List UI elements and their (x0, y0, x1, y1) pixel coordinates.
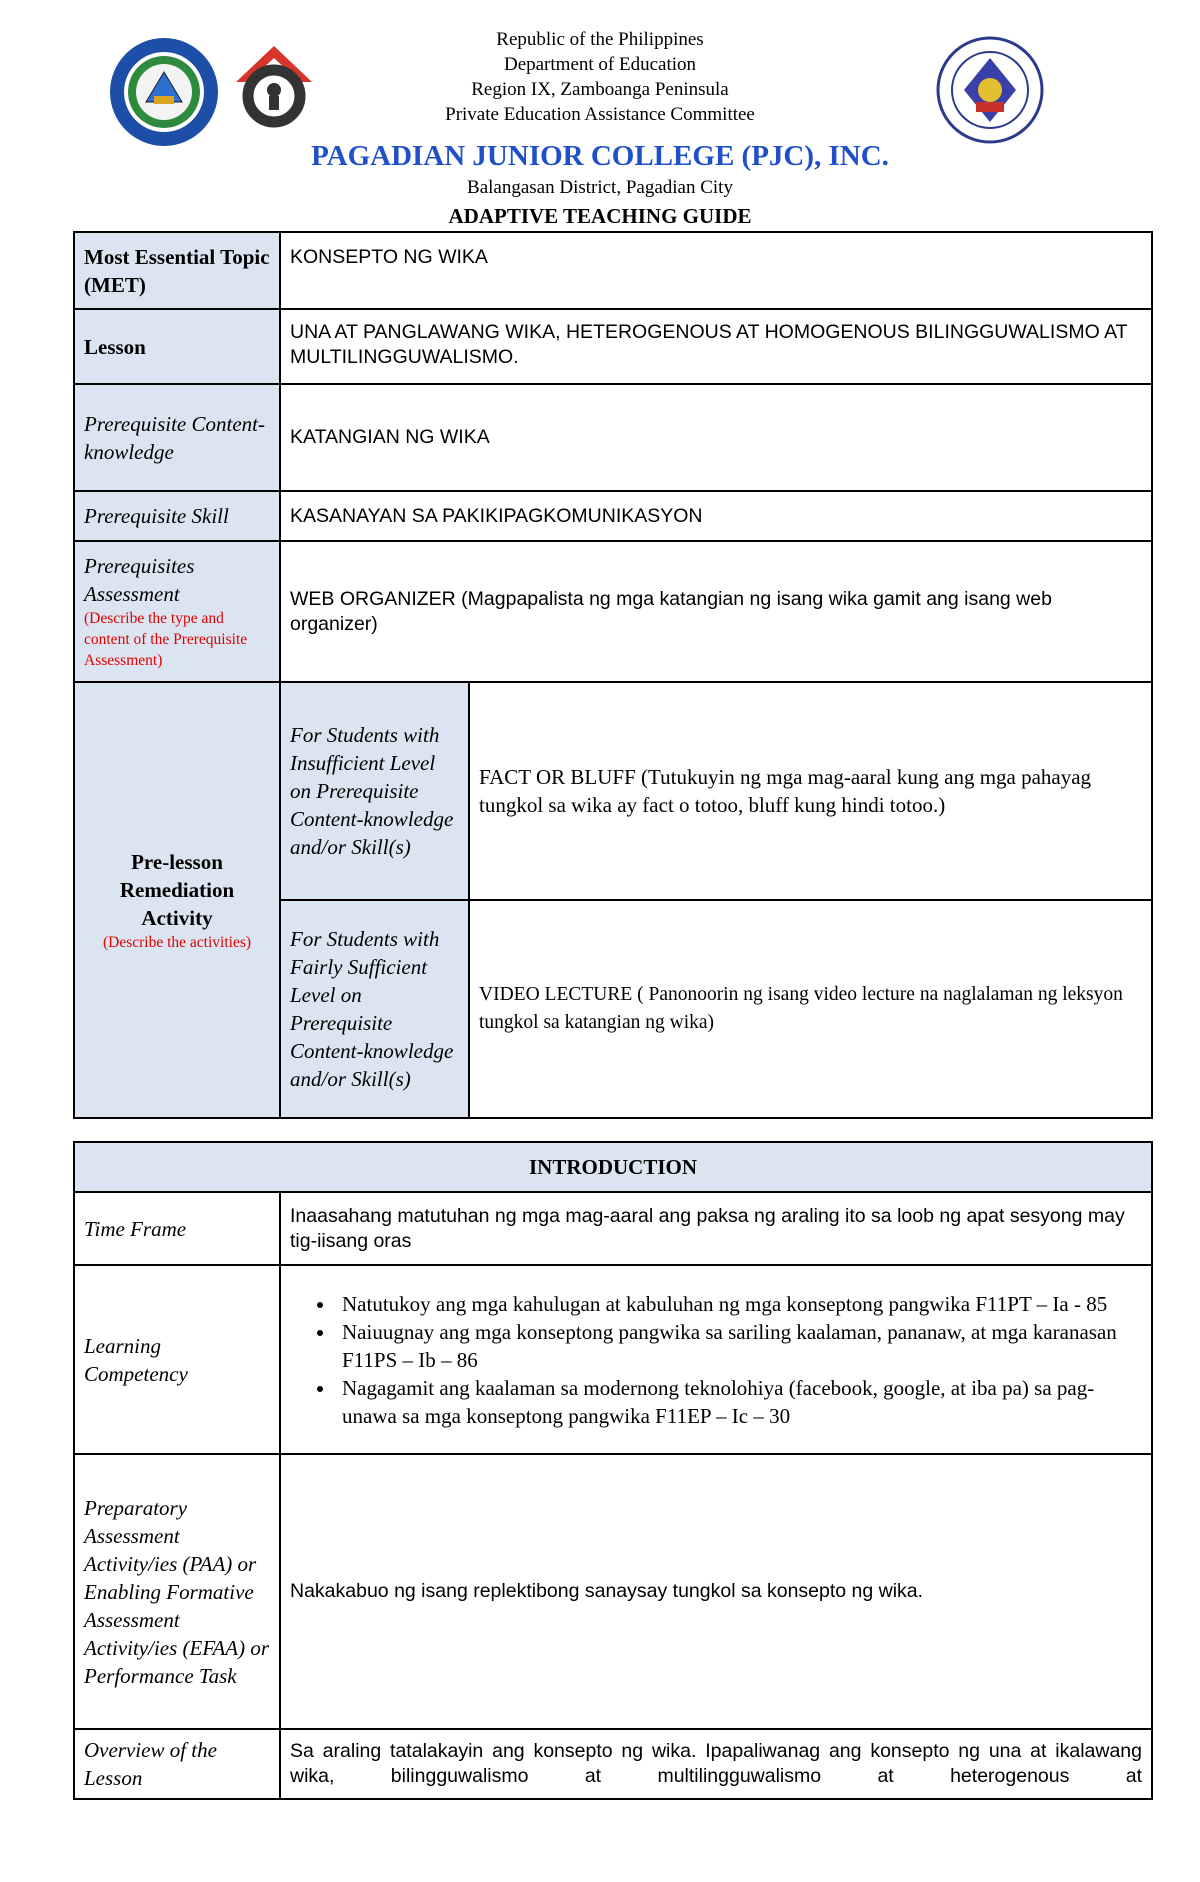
learning-competency-label: Learning Competency (74, 1265, 280, 1454)
table-row (74, 1265, 1152, 1454)
prereq-skill-label: Prerequisite Skill (74, 491, 280, 541)
fairly-sufficient-label: For Students with Fairly Sufficient Level on Prerequisite Content-knowledge and/or Skill(s) (280, 900, 469, 1118)
list-item: • Natutukoy ang mga kahulugan at kabuluhan ng mga konseptong pangwika F11PT – Ia - 85 (336, 1290, 1142, 1318)
met-label: Most Essential Topic (MET) (74, 232, 280, 309)
table-row (74, 541, 1152, 682)
table-row (74, 309, 1152, 384)
prereq-assessment-label: Prerequisites Assessment (84, 554, 195, 606)
table-row (74, 1454, 1152, 1729)
table-row (74, 1192, 1152, 1265)
document-header (0, 0, 1200, 236)
introduction-table (73, 1141, 1153, 1800)
prereq-skill-value: KASANAYAN SA PAKIKIPAGKOMUNIKASYON (280, 491, 1152, 541)
insufficient-level-value: FACT OR BLUFF (Tutukuyin ng mga mag-aaral kung ang mga pahayag tungkol sa wika ay fact o totoo, bluff kung hindi totoo.) (469, 682, 1152, 900)
school-district: Balangasan District, Pagadian City (467, 177, 733, 198)
list-item: • Nagagamit ang kaalaman sa modernong teknolohiya (facebook, google, at iba pa) sa pag-unawa sa mga konseptong pangwika F11EP – Ic – 30 (336, 1374, 1142, 1430)
prereq-assessment-value: WEB ORGANIZER (Magpapalista ng mga katangian ng isang wika gamit ang isang web organizer) (280, 541, 1152, 682)
document-title: ADAPTIVE TEACHING GUIDE (448, 204, 752, 228)
prereq-assessment-cell (74, 541, 280, 682)
paa-label: Preparatory Assessment Activity/ies (PAA) or Enabling Formative Assessment Activity/ies (EFAA) or Performance Task (74, 1454, 280, 1729)
learning-competency-list-cell (280, 1265, 1152, 1454)
remediation-cell (74, 682, 280, 1118)
met-value: KONSEPTO NG WIKA (280, 232, 1152, 309)
table-row (74, 1729, 1152, 1799)
prereq-content-value: KATANGIAN NG WIKA (280, 384, 1152, 491)
overview-value: Sa araling tatalakayin ang konsepto ng wika. Ipapaliwanag ang konsepto ng una at ikalawang wika, bilingguwalismo at multilingguwalismo at heterogenous at (280, 1729, 1152, 1799)
paa-value: Nakakabuo ng isang replektibong sanaysay tungkol sa konsepto ng wika. (280, 1454, 1152, 1729)
table-row (74, 1142, 1152, 1192)
lesson-value: UNA AT PANGLAWANG WIKA, HETEROGENOUS AT HOMOGENOUS BILINGGUWALISMO AT MULTILINGGUWALISMO. (280, 309, 1152, 384)
time-frame-label: Time Frame (74, 1192, 280, 1265)
prereq-content-label: Prerequisite Content-knowledge (74, 384, 280, 491)
header-line-republic: Republic of the Philippines (496, 29, 704, 50)
school-name: PAGADIAN JUNIOR COLLEGE (PJC), INC. (311, 140, 889, 172)
time-frame-value: Inaasahang matutuhan ng mga mag-aaral ang paksa ng araling ito sa loob ng apat sesyong may tig-iisang oras (280, 1192, 1152, 1265)
learning-competency-list (290, 1290, 1142, 1430)
list-item: • Naiuugnay ang mga konseptong pangwika sa sariling kaalaman, pananaw, at mga karanasan F11PS – Ib – 86 (336, 1318, 1142, 1374)
guide-table (73, 231, 1153, 1119)
table-row (74, 682, 1152, 900)
overview-label: Overview of the Lesson (74, 1729, 280, 1799)
insufficient-level-label: For Students with Insufficient Level on Prerequisite Content-knowledge and/or Skill(s) (280, 682, 469, 900)
remediation-label: Pre-lesson Remediation Activity (119, 849, 235, 930)
header-line-department: Department of Education (503, 54, 697, 75)
header-line-region: Region IX, Zamboanga Peninsula (471, 79, 729, 100)
prereq-assessment-note: (Describe the type and content of the Prerequisite Assessment) (84, 610, 248, 669)
lesson-label: Lesson (74, 309, 280, 384)
introduction-title: INTRODUCTION (74, 1142, 1152, 1192)
table-row (74, 232, 1152, 309)
fairly-sufficient-value: VIDEO LECTURE ( Panonoorin ng isang video lecture na naglalaman ng leksyon tungkol sa katangian ng wika) (469, 900, 1152, 1118)
table-row (74, 384, 1152, 491)
table-row (74, 491, 1152, 541)
remediation-note: (Describe the activities) (102, 933, 252, 951)
header-line-committee: Private Education Assistance Committee (445, 104, 755, 125)
